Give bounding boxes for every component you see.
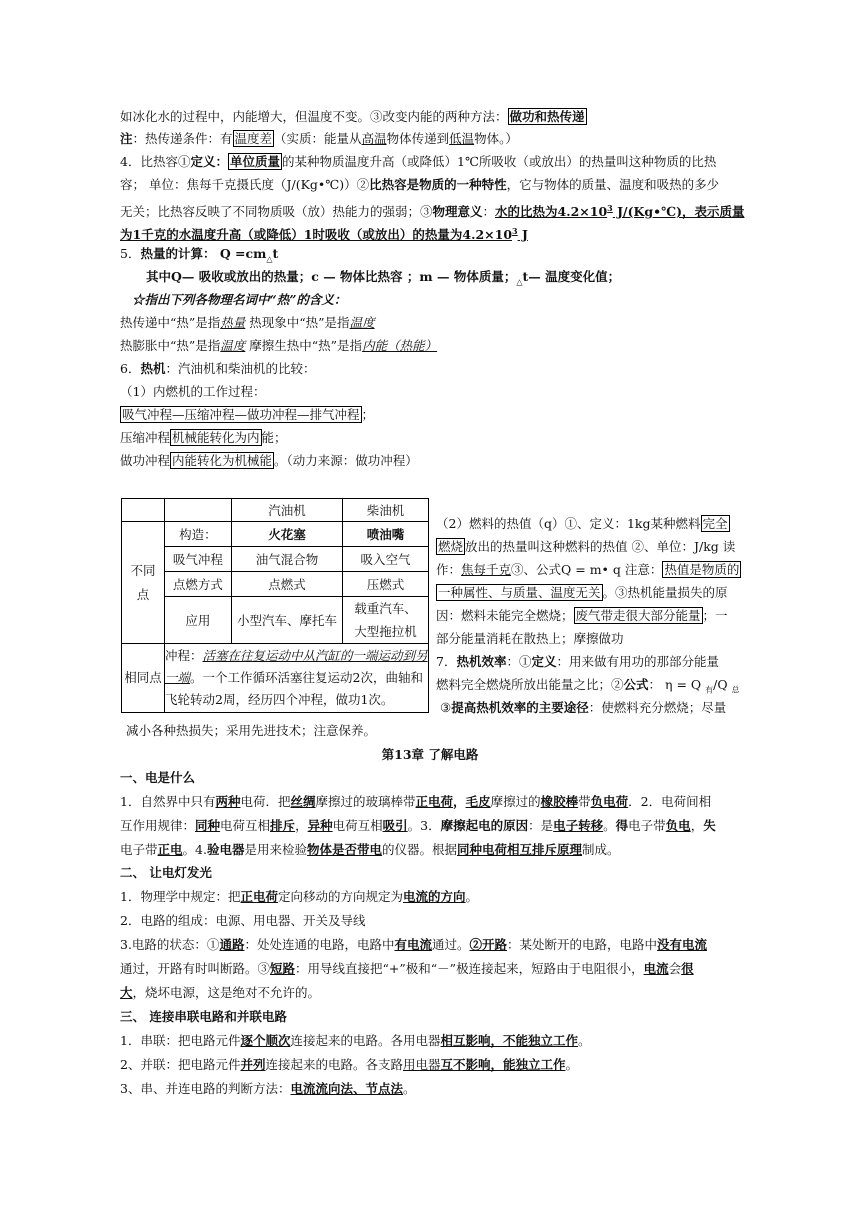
same-label: 相同点 bbox=[122, 644, 165, 713]
line-heat-meaning-1: 热传递中“热”是指热量 热现象中“热”是指温度 bbox=[120, 315, 375, 330]
right-line-4: 一种属性、与质量、温度无关 。③热机能量损失的原 bbox=[438, 585, 728, 600]
line-charge-interaction: 互作用规律：同种电荷互相排斥，异种电荷互相吸引。3．摩擦起电的原因：是电子转移。得电子带负电，失 bbox=[120, 818, 716, 833]
right-fuel-heat-value: （2）燃料的热值（q）①、定义：1kg某种燃料 完全 bbox=[436, 516, 728, 531]
line-compression-stroke: 压缩冲程 机械能转化为内 能； bbox=[120, 430, 287, 445]
line-ice-engine-process: （1）内燃机的工作过程： bbox=[120, 384, 266, 399]
line-circuit-components: 2．电路的组成：电源、用电器、开关及导线 bbox=[120, 913, 366, 928]
section-heading-2: 二、 让电灯发光 bbox=[120, 865, 212, 880]
right-line-6: 部分能量消耗在散热上；摩擦做功 bbox=[436, 631, 624, 646]
same-content: 冲程：活塞在往复运动中从汽缸的一端运动到另 一端。一个工作循环活塞往复运动2次，曲轴和 飞轮转动2周，经历四个冲程，做功1次。 bbox=[165, 644, 429, 713]
table-row: 不同点 构造： 火花塞 喷油嘴 bbox=[122, 522, 429, 547]
table-row: 吸气冲程 油气混合物 吸入空气 bbox=[122, 547, 429, 572]
right-line-5: 因：燃料未能完全燃烧； 废气带走很大部分能量 ；一 bbox=[436, 608, 728, 623]
line-heat-change: 如冰化水的过程中，内能增大，但温度不变。③改变内能的两种方法： 做功和热传递 bbox=[120, 109, 585, 124]
table-row-same bbox=[122, 644, 429, 713]
line-series: 1．串联：把电路元件逐个顺次连接起来的电路。各用电器相互影响，不能独立工作。 bbox=[120, 1033, 591, 1048]
line-heat-meaning-2: 热膨胀中“热”是指温度 摩擦生热中“热”是指内能（热能） bbox=[120, 338, 438, 353]
line-heat-transfer-note: 注：热传递条件：有 温度差 （实质：能量从高温物体传递到低温物体。） bbox=[120, 131, 518, 146]
table-row: 点燃方式 点燃式 压燃式 bbox=[122, 572, 429, 597]
line-specific-heat-meaning: 无关；比热容反映了不同物质吸（放）热能力的强弱；③物理意义：水的比热为$4.2\times 10^3$ J/(Kg•℃)，表示质量 bbox=[120, 203, 745, 220]
line-parallel: 2、并联：把电路元件并列连接起来的电路。各支路用电器互不影响，能独立工作。 bbox=[120, 1057, 579, 1072]
right-engine-efficiency: 7．热机效率：①定义：用来做有用功的那部分能量 bbox=[436, 654, 720, 669]
line-circuit-states: 3.电路的状态：①通路：处处连通的电路，电路中有电流通过。②开路：某处断开的电路，电路中没有电流 bbox=[120, 937, 708, 952]
line-formula-variables: 其中Q— 吸收或放出的热量；c — 物体比热容 ；m — 物体质量；$_\triangle$t— 温度变化值； bbox=[146, 269, 621, 287]
header-gasoline: 汽油机 bbox=[231, 499, 343, 522]
table-row: 应用 小型汽车、摩托车 载重汽车、大型拖拉机 bbox=[122, 597, 429, 644]
line-four-strokes: 吸气冲程—压缩冲程—做功冲程—排气冲程 ； bbox=[122, 407, 375, 422]
line-short-circuit-2: 大，烧坏电源，这是绝对不允许的。 bbox=[120, 985, 321, 1000]
table-header-row bbox=[122, 499, 429, 522]
line-short-circuit: 通过，开路有时叫断路。③短路：用导线直接把“+”极和“－”极连接起来，短路由于电阻很小，电流会很 bbox=[120, 961, 694, 976]
engine-comparison-table bbox=[121, 498, 429, 713]
line-star-heat-meaning: ☆指出下列各物理名词中“热”的含义： bbox=[132, 292, 347, 307]
right-efficiency-formula: 燃料完全燃烧所放出能量之比；②公式： η = Q $_有$/Q $_总$ bbox=[436, 677, 740, 695]
header-diesel: 柴油机 bbox=[343, 499, 428, 522]
right-line-3: 作：焦每千克③、公式Q = m• q 注意： 热值是物质的 bbox=[436, 562, 740, 577]
line-current-direction: 1．物理学中规定：把正电荷定向移动的方向规定为电流的方向。 bbox=[120, 889, 479, 904]
line-specific-heat-unit: 容； 单位：焦每千克摄氏度（J/(Kg•℃)）②比热容是物质的一种特性，它与物体的质量、温度和吸热的多少 bbox=[120, 177, 720, 192]
line-judging-method: 3、串、并连电路的判断方法：电流流向法、节点法。 bbox=[120, 1081, 416, 1096]
line-specific-heat-meaning-2: 为1千克的水温度升高（或降低）1时吸收（或放出）的热量为$4.2\times 10^3$ J bbox=[120, 226, 528, 243]
line-reduce-losses: 减小各种热损失；采用先进技术；注意保养。 bbox=[126, 723, 377, 738]
line-electroscope: 电子带正电。4.验电器是用来检验物体是否带电的仪器。根据同种电荷相互排斥原理制成。 bbox=[120, 842, 620, 857]
section-heading-3: 三、 连接串联电路和并联电路 bbox=[120, 1009, 287, 1024]
diff-label: 不同点 bbox=[122, 522, 165, 644]
right-efficiency-ways: ③提高热机效率的主要途径：使燃料充分燃烧；尽量 bbox=[440, 700, 727, 715]
chapter-title: 第13章 了解电路 bbox=[381, 747, 479, 762]
section-heading-1: 一、电是什么 bbox=[120, 770, 196, 785]
line-heat-engine: 6．热机：汽油机和柴油机的比较： bbox=[120, 361, 316, 376]
line-heat-formula: 5．热量的计算： $Q =cm_\triangle t$ bbox=[120, 246, 279, 264]
line-specific-heat-def: 4．比热容①定义： 单位质量 的某种物质温度升高（或降低）1℃所吸收（或放出）的热量叫这种物质的比热 bbox=[120, 154, 717, 169]
line-power-stroke: 做功冲程 内能转化为机械能 。（动力来源：做功冲程） bbox=[120, 453, 418, 468]
line-charges: 1．自然界中只有两种电荷．把丝绸摩擦过的玻璃棒带正电荷，毛皮摩擦过的橡胶棒带负电荷．2．电荷间相 bbox=[120, 794, 712, 809]
right-line-2: 燃烧 放出的热量叫这种燃料的热值 ②、单位：J/kg 读 bbox=[438, 539, 736, 554]
